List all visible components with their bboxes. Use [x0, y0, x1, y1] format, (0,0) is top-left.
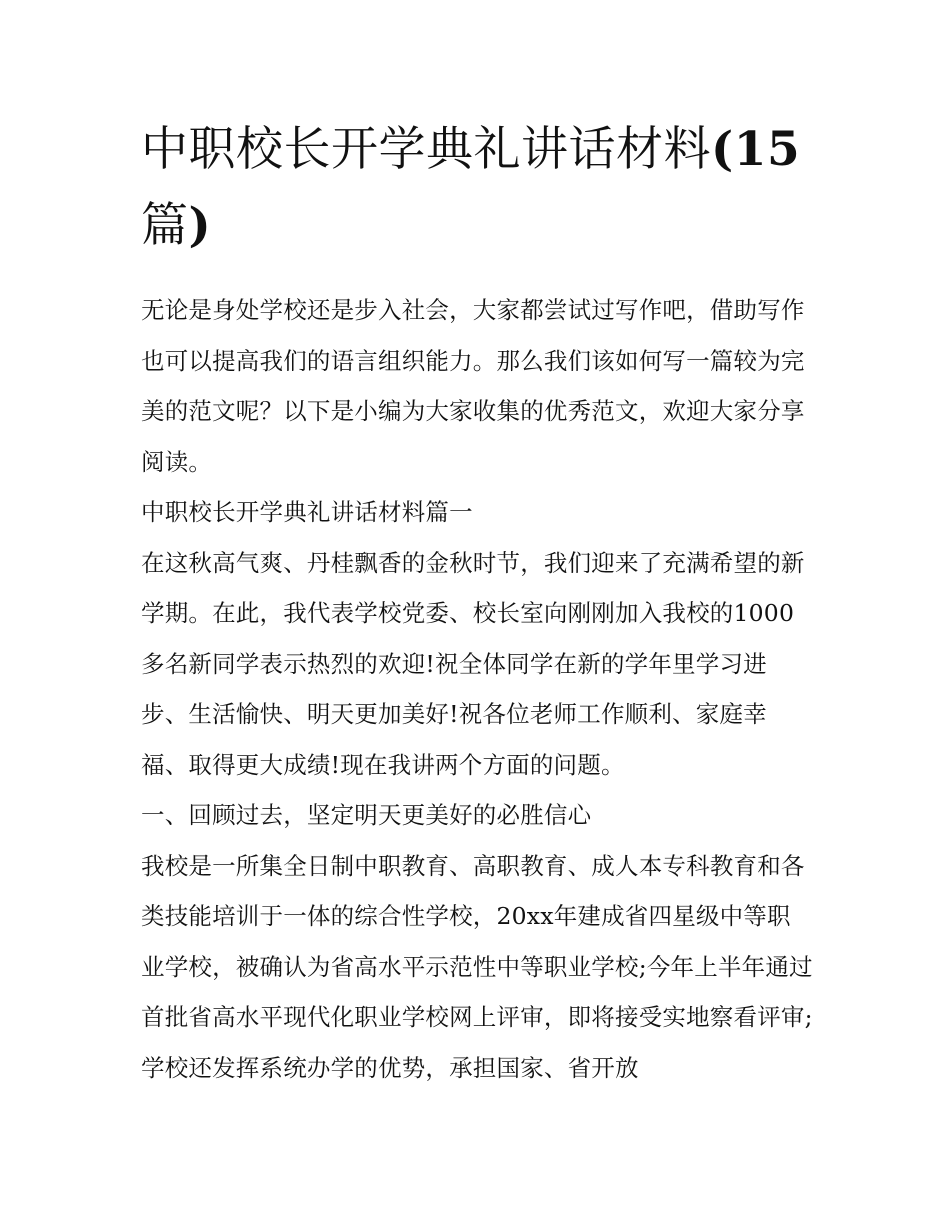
intro-paragraph: 无论是身处学校还是步入社会，大家都尝试过写作吧，借助写作也可以提高我们的语言组织能力。那么我们该如何写一篇较为完美的范文呢？以下是小编为大家收集的优秀范文，欢迎大家分享阅读。 [141, 296, 805, 476]
speech-paragraph: 在这秋高气爽、丹桂飘香的金秋时节，我们迎来了充满希望的新学期。在此，我代表学校党委、校长室向刚刚加入我校的1000多名新同学表示热烈的欢迎!祝全体同学在新的学年里学习进步、生活愉快、明天更加美好!祝各位老师工作顺利、家庭幸福、取得更大成绩!现在我讲两个方面的问题。 [141, 548, 805, 779]
speech-paragraph: 我校是一所集全日制中职教育、高职教育、成人本专科教育和各类技能培训于一体的综合性学校，20xx年建成省四星级中等职业学校，被确认为省高水平示范性中等职业学校;今年上半年通过首批省高水平现代化职业学校网上评审，即将接受实地察看评审;学校还发挥系统办学的优势，承担国家、省开放 [141, 851, 813, 1082]
section-heading: 中职校长开学典礼讲话材料篇一 [141, 498, 473, 526]
document-title [141, 112, 813, 264]
document-body [141, 285, 813, 1093]
document-page [141, 112, 813, 1093]
subsection-heading: 一、回顾过去，坚定明天更美好的必胜信心 [141, 801, 592, 829]
title-count-open: (15 [711, 122, 801, 177]
title-count-close: ) [188, 198, 212, 253]
title-text: 中职校长开学典礼讲话材料 [141, 122, 711, 177]
title-count-unit: 篇 [141, 198, 189, 253]
